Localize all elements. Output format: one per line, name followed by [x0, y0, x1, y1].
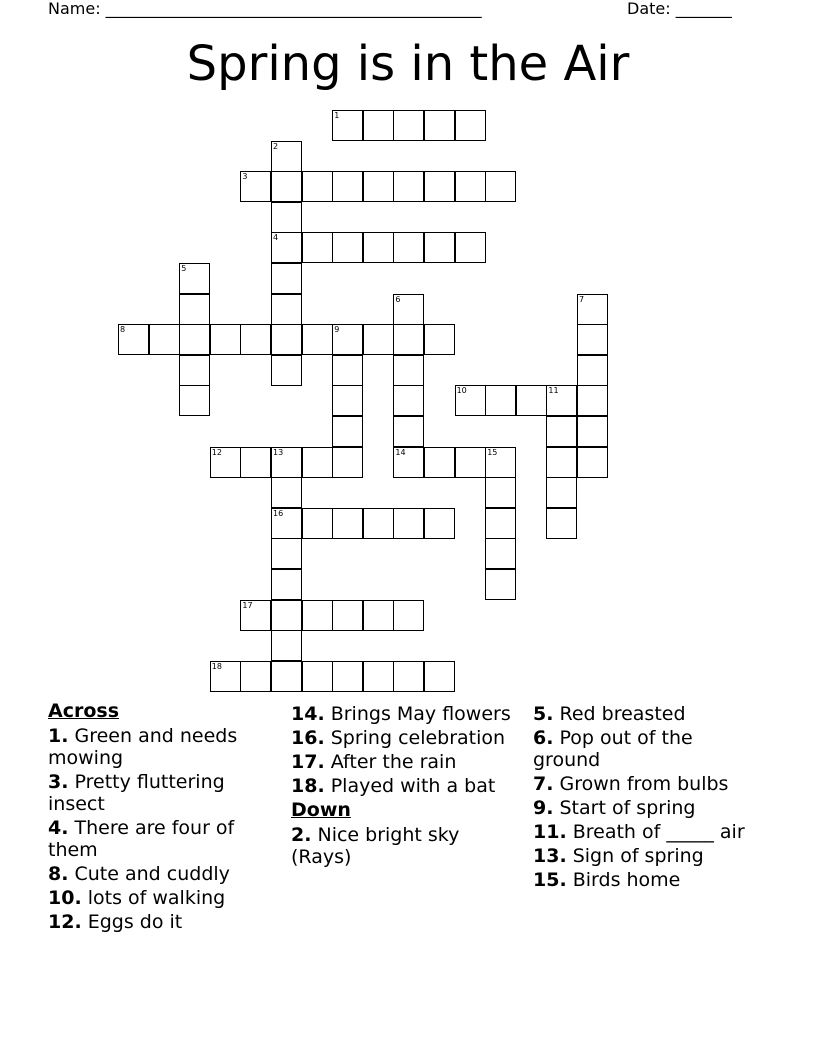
grid-cell[interactable] — [149, 324, 180, 355]
clue-number: 5 — [181, 264, 187, 273]
grid-cell[interactable] — [332, 508, 363, 539]
clue-column-2 — [291, 703, 516, 870]
grid-cell[interactable] — [302, 661, 333, 692]
grid-cell[interactable] — [271, 661, 302, 692]
clue-number: 8 — [120, 325, 126, 335]
clue-text: Played with a bat — [324, 775, 496, 797]
clue-num: 2. — [291, 824, 312, 846]
grid-cell[interactable] — [455, 385, 486, 416]
clue-num: 7. — [533, 773, 554, 795]
grid-cell[interactable] — [302, 171, 333, 202]
clue-column-3 — [533, 703, 758, 893]
clue-number: 12 — [211, 447, 222, 457]
clue-text: Pretty fluttering insect — [48, 771, 225, 815]
clue-num: 13. — [533, 845, 567, 867]
grid-cell[interactable] — [271, 569, 302, 600]
clue-column-1 — [48, 700, 273, 935]
grid-cell[interactable] — [240, 447, 271, 478]
clue-text: Red breasted — [553, 703, 686, 725]
grid-cell[interactable] — [271, 232, 302, 263]
grid-cell[interactable] — [332, 355, 363, 386]
grid-cell[interactable] — [240, 661, 271, 692]
grid-cell[interactable] — [302, 447, 333, 478]
grid-cell[interactable] — [271, 508, 302, 539]
clue-num: 12. — [48, 911, 82, 933]
grid-cell[interactable] — [393, 355, 424, 386]
clue-text: Brings May flowers — [324, 703, 511, 725]
grid-cell[interactable] — [393, 416, 424, 447]
grid-cell[interactable] — [302, 232, 333, 263]
clue-num: 8. — [48, 863, 69, 885]
grid-cell[interactable] — [271, 447, 302, 478]
clue-text: Sign of spring — [566, 845, 704, 867]
clue-item — [291, 775, 516, 797]
down-clue-list — [291, 824, 516, 868]
clue-num: 16. — [291, 727, 325, 749]
grid-cell[interactable] — [302, 508, 333, 539]
clue-number: 3 — [242, 172, 248, 182]
clue-text: Breath of _____ air — [566, 821, 745, 843]
grid-cell[interactable] — [455, 110, 486, 141]
grid-cell[interactable] — [271, 202, 302, 233]
grid-cell[interactable] — [332, 385, 363, 416]
grid-cell[interactable] — [546, 447, 577, 478]
grid-cell[interactable] — [546, 477, 577, 508]
clue-item — [533, 797, 758, 819]
grid-cell[interactable] — [577, 294, 608, 325]
grid-cell[interactable] — [302, 600, 333, 631]
grid-cell[interactable] — [271, 171, 302, 202]
grid-cell[interactable] — [179, 355, 210, 386]
clue-number: 16 — [273, 508, 284, 518]
clue-item — [48, 863, 273, 885]
clue-item — [533, 869, 758, 891]
grid-cell[interactable] — [271, 600, 302, 631]
grid-cell[interactable] — [271, 477, 302, 508]
clue-text: Nice bright sky (Rays) — [291, 824, 460, 868]
grid-cell[interactable] — [332, 171, 363, 202]
grid-cell[interactable] — [393, 294, 424, 325]
grid-cell[interactable] — [363, 171, 394, 202]
clue-num: 18. — [291, 775, 325, 797]
clue-number: 17 — [242, 600, 253, 610]
clue-text: After the rain — [324, 751, 457, 773]
grid-cell[interactable] — [210, 661, 241, 692]
clue-item — [533, 703, 758, 725]
grid-cell[interactable] — [393, 661, 424, 692]
clue-text: Green and needs mowing — [48, 725, 238, 769]
grid-cell[interactable] — [393, 110, 424, 141]
across-clue-list — [48, 725, 273, 933]
clue-number: 15 — [487, 447, 498, 457]
grid-cell[interactable] — [424, 171, 455, 202]
name-field-label: Name: _______________________________________________ — [48, 0, 482, 18]
grid-cell[interactable] — [363, 324, 394, 355]
clue-number: 10 — [456, 386, 467, 396]
grid-cell[interactable] — [363, 110, 394, 141]
clue-text: Birds home — [566, 869, 681, 891]
clue-number: 18 — [211, 661, 222, 671]
clue-num: 14. — [291, 703, 325, 725]
clue-item — [291, 824, 516, 868]
grid-cell[interactable] — [455, 447, 486, 478]
clue-num: 9. — [533, 797, 554, 819]
grid-cell[interactable] — [363, 661, 394, 692]
grid-cell[interactable] — [332, 416, 363, 447]
grid-cell[interactable] — [577, 447, 608, 478]
grid-cell[interactable] — [485, 569, 516, 600]
clue-num: 3. — [48, 771, 69, 793]
clue-item — [533, 727, 758, 771]
date-field-label: Date: _______ — [627, 0, 732, 18]
puzzle-title: Spring is in the Air — [186, 36, 630, 92]
clue-item — [291, 751, 516, 773]
grid-cell[interactable] — [546, 508, 577, 539]
grid-cell[interactable] — [546, 385, 577, 416]
grid-cell[interactable] — [424, 447, 455, 478]
clue-item — [48, 911, 273, 933]
grid-cell[interactable] — [424, 110, 455, 141]
clue-num: 5. — [533, 703, 554, 725]
grid-cell[interactable] — [271, 538, 302, 569]
clue-text: Grown from bulbs — [553, 773, 729, 795]
grid-cell[interactable] — [271, 263, 302, 294]
clue-number: 14 — [395, 447, 406, 457]
grid-cell[interactable] — [332, 447, 363, 478]
grid-cell[interactable] — [485, 447, 516, 478]
grid-cell[interactable] — [393, 447, 424, 478]
clue-number: 9 — [334, 325, 340, 335]
grid-cell[interactable] — [332, 661, 363, 692]
clue-item — [291, 703, 516, 725]
grid-cell[interactable] — [210, 447, 241, 478]
grid-cell[interactable] — [393, 600, 424, 631]
grid-cell[interactable] — [393, 385, 424, 416]
grid-cell[interactable] — [393, 232, 424, 263]
clue-item — [48, 817, 273, 861]
grid-cell[interactable] — [424, 324, 455, 355]
grid-cell[interactable] — [118, 324, 149, 355]
clue-text: Pop out of the ground — [533, 727, 693, 771]
grid-cell[interactable] — [424, 508, 455, 539]
down-clue-list-continued — [533, 703, 758, 891]
grid-cell[interactable] — [271, 294, 302, 325]
clue-num: 4. — [48, 817, 69, 839]
clue-num: 1. — [48, 725, 69, 747]
clue-number: 11 — [548, 386, 559, 396]
grid-cell[interactable] — [485, 171, 516, 202]
grid-cell[interactable] — [363, 508, 394, 539]
clue-item — [291, 727, 516, 749]
across-clue-list-continued — [291, 703, 516, 797]
grid-cell[interactable] — [485, 385, 516, 416]
clue-item — [48, 725, 273, 769]
clue-number: 2 — [273, 141, 279, 151]
grid-cell[interactable] — [546, 416, 577, 447]
grid-cell[interactable] — [179, 263, 210, 294]
across-heading: Across — [48, 700, 120, 722]
grid-cell[interactable] — [516, 385, 547, 416]
clue-num: 17. — [291, 751, 325, 773]
clue-item — [533, 845, 758, 867]
clue-item — [533, 773, 758, 795]
clue-item — [48, 887, 273, 909]
grid-cell[interactable] — [577, 324, 608, 355]
clue-num: 15. — [533, 869, 567, 891]
grid-cell[interactable] — [210, 324, 241, 355]
grid-cell[interactable] — [240, 324, 271, 355]
down-heading: Down — [291, 799, 351, 821]
grid-cell[interactable] — [271, 324, 302, 355]
grid-cell[interactable] — [179, 385, 210, 416]
grid-cell[interactable] — [485, 538, 516, 569]
clue-text: Spring celebration — [324, 727, 506, 749]
clue-text: There are four of them — [48, 817, 235, 861]
grid-cell[interactable] — [577, 385, 608, 416]
clue-item — [48, 771, 273, 815]
grid-cell[interactable] — [424, 661, 455, 692]
clue-text: lots of walking — [81, 887, 226, 909]
grid-cell[interactable] — [271, 355, 302, 386]
clue-number: 4 — [273, 233, 279, 243]
clue-text: Cute and cuddly — [68, 863, 230, 885]
grid-cell[interactable] — [363, 232, 394, 263]
grid-cell[interactable] — [332, 324, 363, 355]
grid-cell[interactable] — [302, 324, 333, 355]
clue-num: 10. — [48, 887, 82, 909]
clue-num: 11. — [533, 821, 567, 843]
grid-cell[interactable] — [393, 324, 424, 355]
clue-number: 13 — [273, 447, 284, 457]
grid-cell[interactable] — [485, 508, 516, 539]
grid-cell[interactable] — [332, 600, 363, 631]
grid-cell[interactable] — [455, 232, 486, 263]
grid-cell[interactable] — [332, 110, 363, 141]
grid-cell[interactable] — [393, 171, 424, 202]
grid-cell[interactable] — [240, 171, 271, 202]
clue-text: Start of spring — [553, 797, 696, 819]
grid-cell[interactable] — [424, 232, 455, 263]
clue-number: 1 — [334, 111, 340, 120]
grid-cell[interactable] — [179, 294, 210, 325]
grid-cell[interactable] — [271, 141, 302, 172]
grid-cell[interactable] — [271, 630, 302, 661]
grid-cell[interactable] — [455, 171, 486, 202]
clue-number: 6 — [395, 294, 401, 304]
grid-cell[interactable] — [363, 600, 394, 631]
clue-num: 6. — [533, 727, 554, 749]
clue-text: Eggs do it — [81, 911, 183, 933]
grid-cell[interactable] — [240, 600, 271, 631]
grid-cell[interactable] — [577, 355, 608, 386]
clue-item — [533, 821, 758, 843]
grid-cell[interactable] — [485, 477, 516, 508]
grid-cell[interactable] — [179, 324, 210, 355]
grid-cell[interactable] — [332, 232, 363, 263]
clue-number: 7 — [579, 294, 585, 304]
grid-cell[interactable] — [577, 416, 608, 447]
grid-cell[interactable] — [393, 508, 424, 539]
